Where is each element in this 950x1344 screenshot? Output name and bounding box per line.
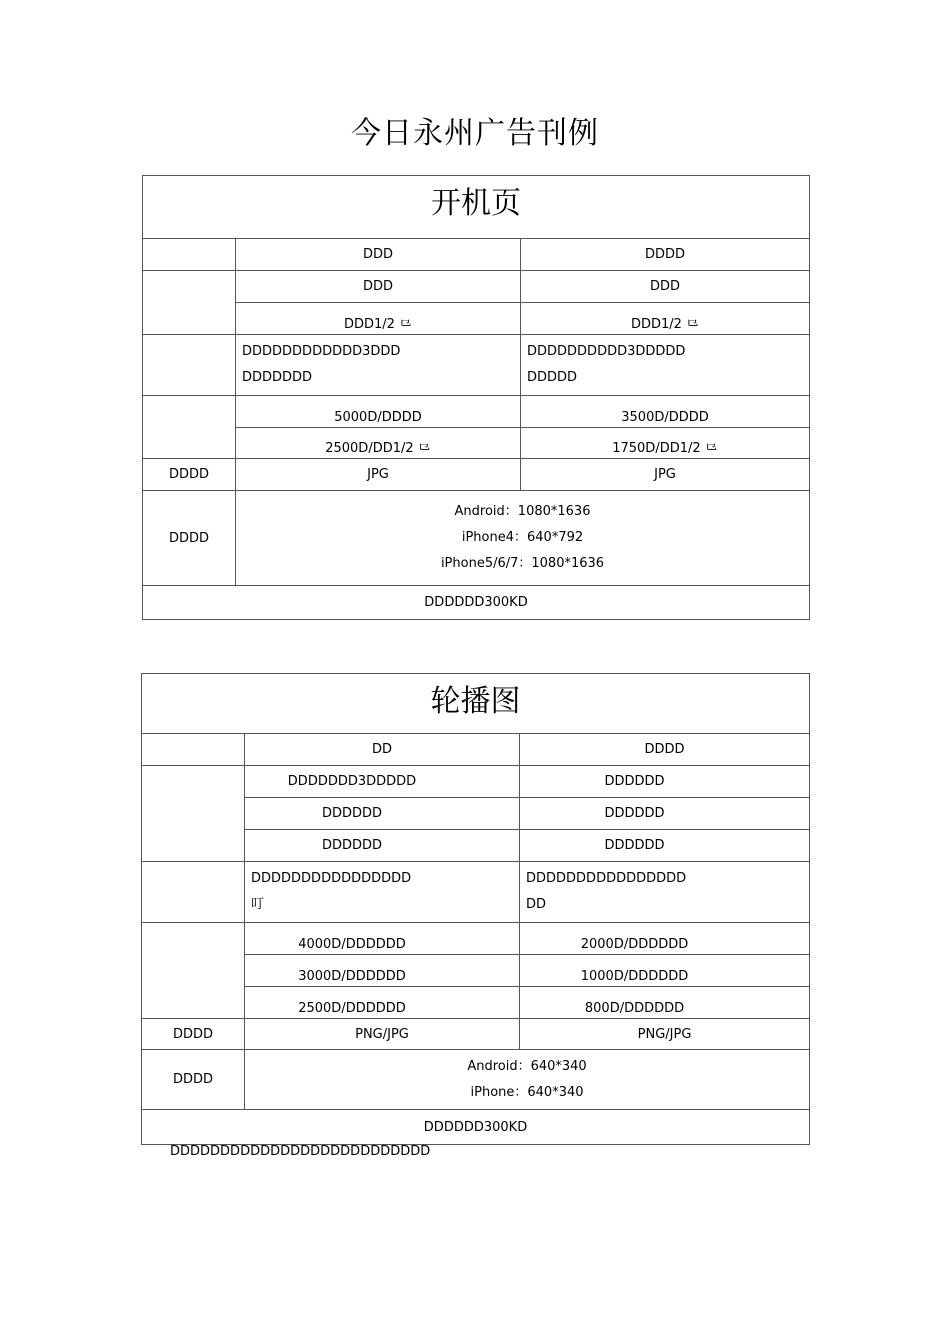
size-line: Android：1080*1636 (454, 504, 591, 519)
size-cell (236, 491, 810, 586)
price-cell: 4000D/DDDDDD (245, 923, 520, 955)
cell-line: DDDDDDDDDD3DDDDD (527, 344, 686, 359)
empty-label-cell (142, 862, 245, 923)
table-cell: DDDDDDD3DDDDD (245, 766, 520, 798)
price-cell: 2500D/DDDDDD (245, 987, 520, 1019)
page-title: 今日永州广告刊例 (351, 116, 599, 151)
table-cell: DDD1/2 ⺋ (236, 303, 521, 335)
cell-line: DDDDDDD (242, 370, 313, 385)
cell-line: 叮 (251, 897, 265, 912)
empty-label-cell (143, 396, 236, 459)
header-cell: DDDD (521, 239, 810, 271)
table-cell: DDDDDD (520, 798, 810, 830)
cell-line: DDDDD (527, 370, 578, 385)
table-cell: DDDDDD (245, 830, 520, 862)
cell-line: DDDDDDDDDDDDDDDD (526, 871, 687, 886)
splash-page-table (142, 175, 810, 620)
table-cell (236, 335, 521, 396)
section-heading: 轮播图 (142, 674, 810, 734)
table-footer: DDDDDD300KD (142, 1110, 810, 1145)
empty-label-cell (143, 271, 236, 335)
size-line: Android：640*340 (467, 1058, 587, 1074)
cell-line: DD (526, 897, 547, 912)
table-cell: DDD (236, 271, 521, 303)
footnote: DDDDDDDDDDDDDDDDDDDDDDDDDD (170, 1144, 431, 1159)
empty-label-cell (142, 766, 245, 862)
price-cell: 1000D/DDDDDD (520, 955, 810, 987)
empty-label-cell (143, 335, 236, 396)
format-cell: JPG (521, 459, 810, 491)
empty-cell (142, 734, 245, 766)
row-label: DDDD (142, 1019, 245, 1050)
row-label: DDDD (143, 491, 236, 586)
table-cell: DDDDDD (520, 830, 810, 862)
table-footer: DDDDDD300KD (143, 586, 810, 620)
header-cell: DDDD (520, 734, 810, 766)
price-cell: 2000D/DDDDDD (520, 923, 810, 955)
format-cell: JPG (236, 459, 521, 491)
table-cell (521, 335, 810, 396)
table-cell: DDDDDD (245, 798, 520, 830)
table-cell (245, 862, 520, 923)
size-line: iPhone5/6/7：1080*1636 (440, 556, 605, 571)
header-cell: DD (245, 734, 520, 766)
table-cell: DDDDDD (520, 766, 810, 798)
price-cell: 2500D/DD1/2 ⺋ (236, 428, 521, 459)
section-heading: 开机页 (143, 176, 810, 239)
carousel-table (141, 673, 810, 1145)
row-label: DDDD (142, 1050, 245, 1110)
table-cell (520, 862, 810, 923)
header-cell: DDD (236, 239, 521, 271)
row-label: DDDD (143, 459, 236, 491)
price-cell: 3000D/DDDDDD (245, 955, 520, 987)
size-line: iPhone：640*340 (470, 1084, 584, 1100)
format-cell: PNG/JPG (520, 1019, 810, 1050)
table-cell: DDD1/2 ⺋ (521, 303, 810, 335)
price-cell: 5000D/DDDD (236, 396, 521, 428)
price-cell: 1750D/DD1/2 ⺋ (521, 428, 810, 459)
cell-line: DDDDDDDDDDDD3DDD (242, 344, 401, 359)
price-cell: 3500D/DDDD (521, 396, 810, 428)
price-cell: 800D/DDDDDD (520, 987, 810, 1019)
size-line: iPhone4：640*792 (461, 530, 584, 545)
empty-label-cell (142, 923, 245, 1019)
cell-line: DDDDDDDDDDDDDDDD (251, 871, 412, 886)
size-cell (245, 1050, 810, 1110)
format-cell: PNG/JPG (245, 1019, 520, 1050)
table-cell: DDD (521, 271, 810, 303)
empty-cell (143, 239, 236, 271)
